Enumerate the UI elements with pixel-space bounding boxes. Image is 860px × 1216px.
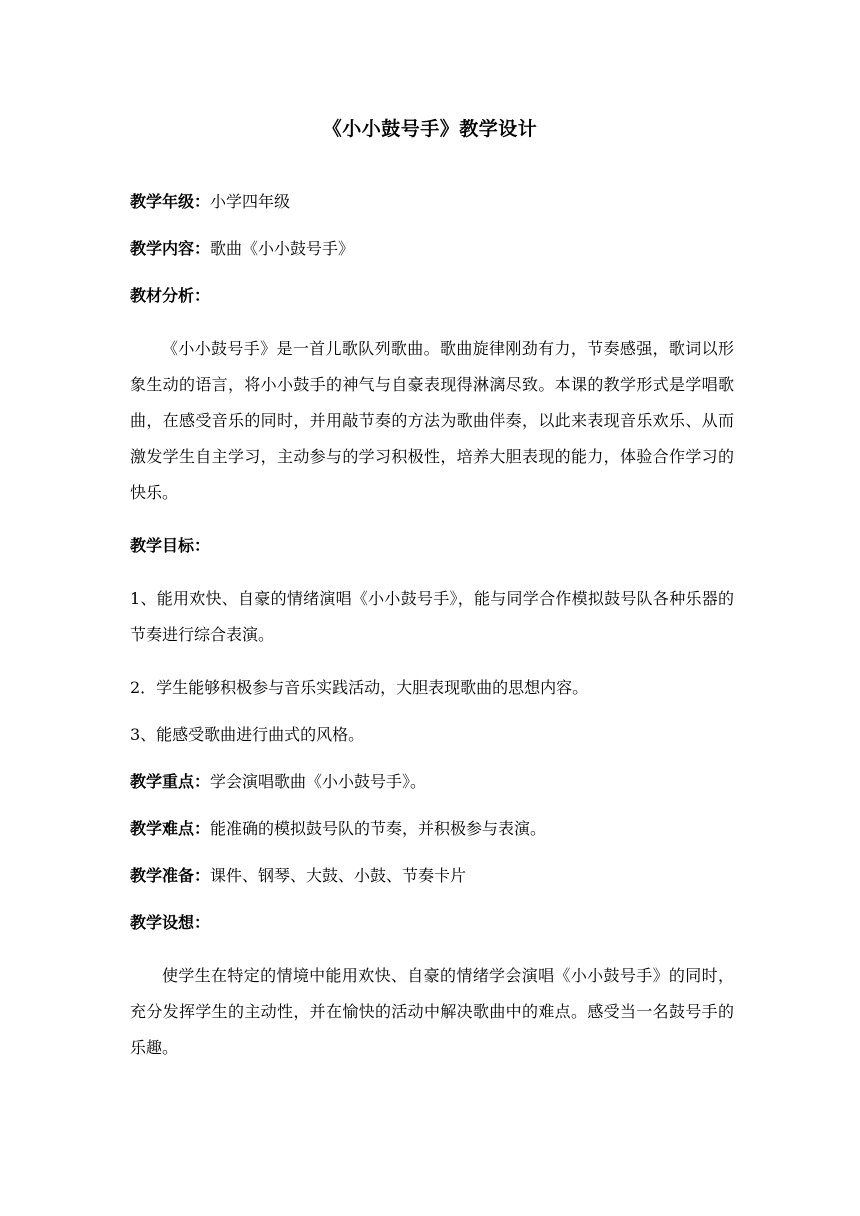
content-line [130,237,734,261]
concept-paragraph: 使学生在特定的情境中能用欢快、自豪的情绪学会演唱《小小鼓号手》的同时，充分发挥学生的主动性，并在愉快的活动中解决歌曲中的难点。感受当一名鼓号手的乐趣。 [130,966,734,1057]
analysis-label: 教材分析： [130,286,211,305]
analysis-paragraph: 《小小鼓号手》是一首儿歌队列歌曲。歌曲旋律刚劲有力，节奏感强，歌词以形象生动的语言，将小小鼓手的神气与自豪表现得淋漓尽致。本课的教学形式是学唱歌曲，在感受音乐的同时，并用敲节奏的方法为歌曲伴奏，以此来表现音乐欢乐、从而激发学生自主学习，主动参与的学习积极性，培养大胆表现的能力，体验合作学习的快乐。 [130,339,734,502]
analysis-heading [130,284,734,308]
goal-item-2: 2．学生能够积极参与音乐实践活动，大胆表现歌曲的思想内容。 [130,678,589,697]
document-body [130,190,734,1066]
content-label: 教学内容： [130,239,211,258]
difficulty-line [130,817,734,841]
goals-label: 教学目标： [130,536,211,555]
content-value: 歌曲《小小鼓号手》 [210,239,355,258]
goal-item-3: 3、能感受歌曲进行曲式的风格。 [130,725,365,744]
document-title: 《小小鼓号手》教学设计 [322,118,538,140]
grade-label: 教学年级： [130,192,211,211]
goals-heading [130,534,734,558]
grade-line [130,190,734,214]
preparation-value: 课件、钢琴、大鼓、小鼓、节奏卡片 [210,866,467,885]
key-point-value: 学会演唱歌曲《小小鼓号手》。 [210,772,427,791]
preparation-line [130,864,734,888]
key-point-label: 教学重点： [130,772,211,791]
concept-heading [130,911,734,935]
goal-item-1: 1、能用欢快、自豪的情绪演唱《小小鼓号手》，能与同学合作模拟鼓号队各种乐器的节奏进行综合表演。 [130,589,734,644]
concept-label: 教学设想： [130,913,211,932]
key-point-line [130,770,734,794]
difficulty-label: 教学难点： [130,819,211,838]
preparation-label: 教学准备： [130,866,211,885]
difficulty-value: 能准确的模拟鼓号队的节奏，并积极参与表演。 [210,819,547,838]
grade-value: 小学四年级 [210,192,291,211]
